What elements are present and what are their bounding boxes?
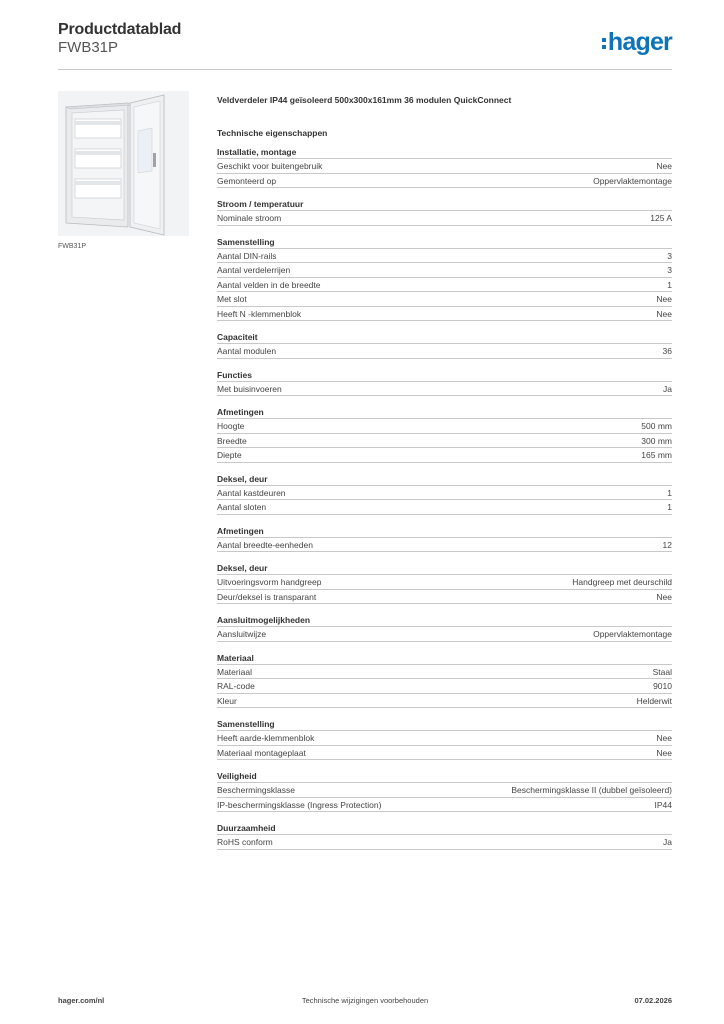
spec-section bbox=[217, 652, 672, 709]
spec-value: 500 mm bbox=[641, 421, 672, 431]
spec-row bbox=[217, 174, 672, 189]
spec-value: Nee bbox=[656, 747, 672, 758]
spec-value: Ja bbox=[663, 837, 672, 847]
spec-value: Helderwit bbox=[636, 695, 672, 706]
spec-label: RoHS conform bbox=[217, 837, 273, 847]
spec-label: Beschermingsklasse bbox=[217, 785, 295, 795]
spec-label: Aantal DIN-rails bbox=[217, 250, 277, 261]
section-title: Aansluitmogelijkheden bbox=[217, 614, 672, 627]
section-title: Capaciteit bbox=[217, 331, 672, 344]
spec-row bbox=[217, 575, 672, 590]
spec-section bbox=[217, 369, 672, 397]
spec-label: IP-beschermingsklasse (Ingress Protection) bbox=[217, 799, 382, 810]
spec-label: Breedte bbox=[217, 435, 247, 446]
spec-label: Diepte bbox=[217, 450, 242, 460]
spec-sections bbox=[217, 146, 672, 850]
spec-label: Aantal sloten bbox=[217, 502, 267, 512]
spec-section bbox=[217, 718, 672, 760]
spec-section bbox=[217, 331, 672, 359]
footer-disclaimer: Technische wijzigingen voorbehouden bbox=[301, 996, 429, 1005]
spec-row bbox=[217, 382, 672, 397]
spec-value: Oppervlaktemontage bbox=[593, 629, 672, 639]
spec-value: Beschermingsklasse II (dubbel geïsoleerd) bbox=[511, 785, 672, 795]
spec-value: Nee bbox=[656, 308, 672, 319]
spec-row bbox=[217, 835, 672, 850]
footer-date: 07.02.2026 bbox=[634, 996, 672, 1005]
spec-value: 1 bbox=[667, 279, 672, 290]
spec-section bbox=[217, 562, 672, 604]
spec-label: Deur/deksel is transparant bbox=[217, 591, 317, 602]
section-title: Afmetingen bbox=[217, 406, 672, 419]
spec-section bbox=[217, 198, 672, 226]
spec-label: Aantal velden in de breedte bbox=[217, 279, 321, 290]
spec-row bbox=[217, 448, 672, 463]
spec-row bbox=[217, 538, 672, 553]
spec-section bbox=[217, 525, 672, 553]
spec-value: Nee bbox=[656, 733, 672, 743]
spec-label: Hoogte bbox=[217, 421, 245, 431]
spec-value: 1 bbox=[667, 487, 672, 498]
spec-label: Uitvoeringsvorm handgreep bbox=[217, 577, 322, 587]
section-title: Duurzaamheid bbox=[217, 822, 672, 835]
section-title: Afmetingen bbox=[217, 525, 672, 538]
spec-label: Aantal modulen bbox=[217, 346, 277, 356]
spec-label: Materiaal bbox=[217, 666, 252, 677]
spec-value: 12 bbox=[662, 539, 672, 550]
spec-row bbox=[217, 434, 672, 449]
spec-value: 165 mm bbox=[641, 450, 672, 460]
product-description: Veldverdeler IP44 geïsoleerd 500x300x161mm 36 modulen QuickConnect bbox=[217, 95, 512, 105]
spec-label: Met buisinvoeren bbox=[217, 383, 282, 394]
section-title: Samenstelling bbox=[217, 718, 672, 731]
spec-row bbox=[217, 798, 672, 813]
section-title: Deksel, deur bbox=[217, 562, 672, 575]
spec-row bbox=[217, 159, 672, 174]
spec-row bbox=[217, 590, 672, 605]
spec-value: IP44 bbox=[654, 799, 672, 810]
spec-row bbox=[217, 500, 672, 515]
spec-label: Heeft N -klemmenblok bbox=[217, 308, 302, 319]
spec-label: Aantal kastdeuren bbox=[217, 487, 286, 498]
spec-value: 3 bbox=[667, 250, 672, 261]
spec-value: 36 bbox=[662, 346, 672, 356]
spec-section bbox=[217, 822, 672, 850]
technical-properties-heading: Technische eigenschappen bbox=[217, 128, 328, 138]
spec-value: 9010 bbox=[653, 681, 672, 691]
hager-logo bbox=[602, 28, 672, 56]
section-title: Functies bbox=[217, 369, 672, 382]
spec-label: Heeft aarde-klemmenblok bbox=[217, 733, 315, 743]
spec-row bbox=[217, 627, 672, 642]
header-divider bbox=[58, 69, 672, 70]
product-code: FWB31P bbox=[58, 39, 119, 56]
spec-row bbox=[217, 665, 672, 680]
spec-row bbox=[217, 679, 672, 694]
distribution-board-illustration bbox=[58, 91, 189, 236]
spec-label: Aantal breedte-eenheden bbox=[217, 539, 313, 550]
spec-row bbox=[217, 783, 672, 798]
spec-row bbox=[217, 292, 672, 307]
spec-value: Nee bbox=[656, 294, 672, 304]
product-image bbox=[58, 91, 189, 236]
section-title: Installatie, montage bbox=[217, 146, 672, 159]
image-caption: FWB31P bbox=[58, 243, 87, 250]
footer-website: hager.com/nl bbox=[58, 996, 105, 1005]
spec-label: Aantal verdelerrijen bbox=[217, 265, 291, 275]
section-title: Stroom / temperatuur bbox=[217, 198, 672, 211]
spec-section bbox=[217, 146, 672, 188]
spec-value: 1 bbox=[667, 502, 672, 512]
spec-value: 300 mm bbox=[641, 435, 672, 446]
spec-row bbox=[217, 211, 672, 226]
spec-label: Aansluitwijze bbox=[217, 629, 267, 639]
logo-wordmark: hager bbox=[607, 27, 672, 56]
spec-label: Gemonteerd op bbox=[217, 175, 277, 186]
spec-section bbox=[217, 473, 672, 515]
spec-row bbox=[217, 746, 672, 761]
spec-value: 125 A bbox=[650, 213, 672, 223]
spec-value: Ja bbox=[663, 383, 672, 394]
spec-section bbox=[217, 614, 672, 642]
section-title: Samenstelling bbox=[217, 236, 672, 249]
spec-value: Nee bbox=[656, 591, 672, 602]
section-title: Veiligheid bbox=[217, 770, 672, 783]
spec-row bbox=[217, 419, 672, 434]
spec-label: Kleur bbox=[217, 695, 237, 706]
spec-label: RAL-code bbox=[217, 681, 255, 691]
spec-section bbox=[217, 770, 672, 812]
spec-section bbox=[217, 236, 672, 322]
spec-label: Nominale stroom bbox=[217, 213, 282, 223]
spec-row bbox=[217, 249, 672, 264]
section-title: Materiaal bbox=[217, 652, 672, 665]
spec-row bbox=[217, 731, 672, 746]
spec-value: Staal bbox=[652, 666, 672, 677]
spec-label: Geschikt voor buitengebruik bbox=[217, 161, 323, 171]
spec-value: 3 bbox=[667, 265, 672, 275]
spec-row bbox=[217, 486, 672, 501]
spec-row bbox=[217, 263, 672, 278]
spec-row bbox=[217, 694, 672, 709]
spec-label: Met slot bbox=[217, 294, 247, 304]
spec-value: Oppervlaktemontage bbox=[593, 175, 672, 186]
page-title: Productdatablad bbox=[58, 21, 182, 38]
spec-content bbox=[217, 92, 672, 850]
spec-row bbox=[217, 278, 672, 293]
spec-section bbox=[217, 406, 672, 463]
spec-row bbox=[217, 307, 672, 322]
spec-value: Nee bbox=[656, 161, 672, 171]
spec-row bbox=[217, 344, 672, 359]
spec-value: Handgreep met deurschild bbox=[572, 577, 672, 587]
spec-label: Materiaal montageplaat bbox=[217, 747, 306, 758]
section-title: Deksel, deur bbox=[217, 473, 672, 486]
logo-dots-icon bbox=[602, 38, 606, 49]
